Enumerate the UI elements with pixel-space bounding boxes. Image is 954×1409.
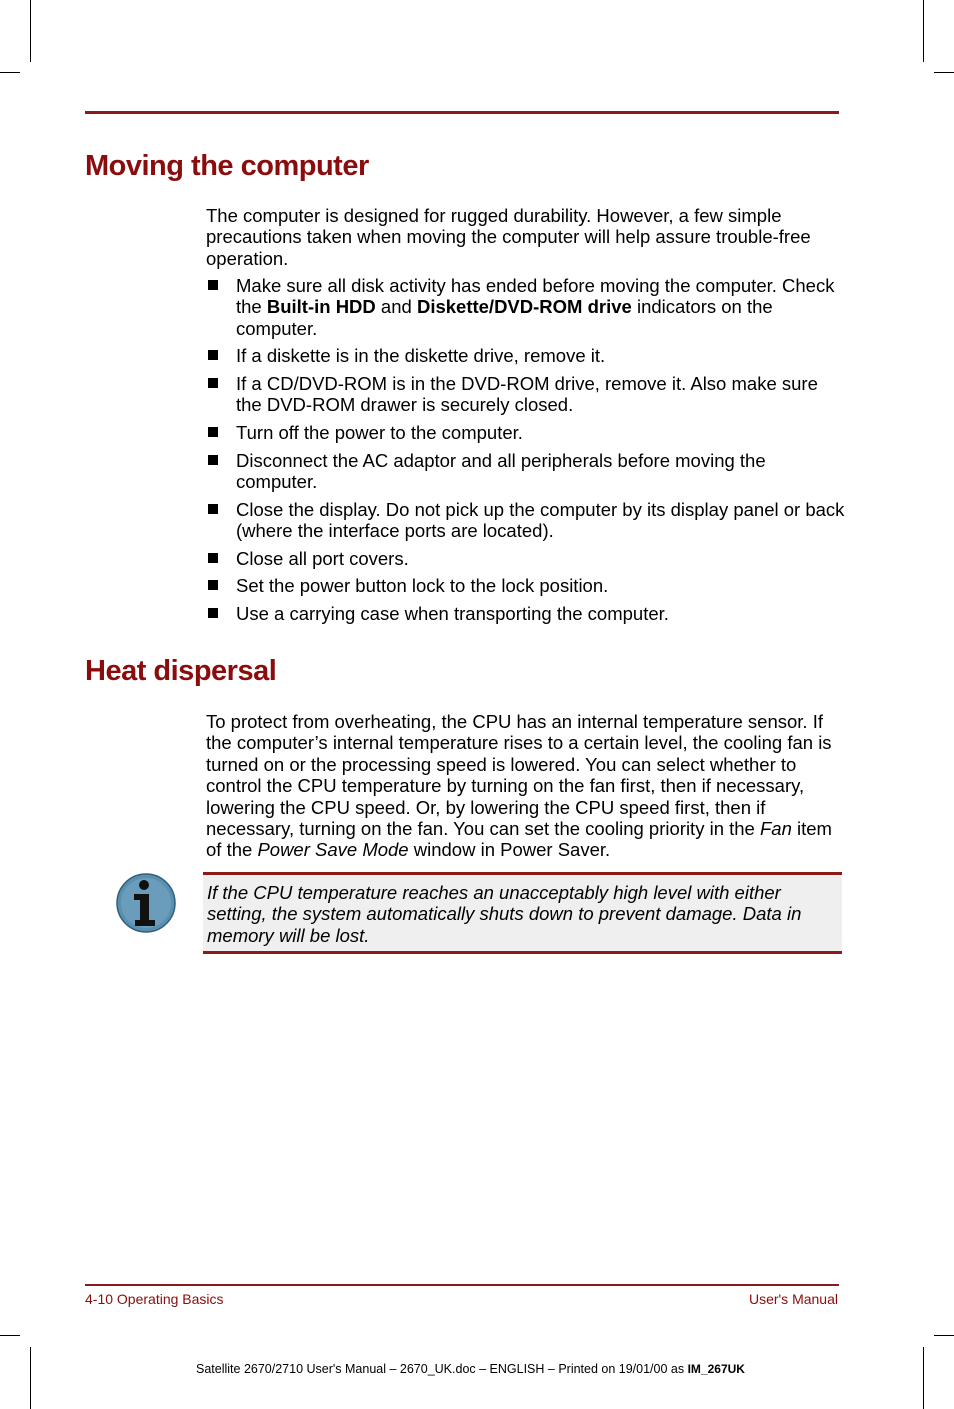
- section-title-heat: Heat dispersal: [85, 655, 277, 687]
- crop-mark: [934, 1335, 954, 1336]
- bullet-square-icon: [208, 378, 218, 388]
- list-item: Close all port covers.: [206, 548, 846, 569]
- print-info: Satellite 2670/2710 User's Manual – 2670_UK.doc – ENGLISH – Printed on 19/01/00 as IM_267UK: [196, 1362, 745, 1376]
- bullet-square-icon: [208, 553, 218, 563]
- bullet-square-icon: [208, 455, 218, 465]
- crop-mark: [30, 1347, 31, 1409]
- list-item: Turn off the power to the computer.: [206, 422, 846, 443]
- crop-mark: [923, 0, 924, 62]
- info-icon: [115, 872, 177, 934]
- section-title-moving: Moving the computer: [85, 150, 369, 182]
- bullet-square-icon: [208, 280, 218, 290]
- footer-page-label: 4-10 Operating Basics: [85, 1291, 224, 1307]
- crop-mark: [0, 1335, 20, 1336]
- indicator-name: Diskette/DVD-ROM drive: [416, 296, 632, 318]
- bullet-square-icon: [208, 350, 218, 360]
- bullet-square-icon: [208, 608, 218, 618]
- list-item: Close the display. Do not pick up the computer by its display panel or back (where the interface ports are located).: [206, 499, 846, 542]
- list-item: If a CD/DVD-ROM is in the DVD-ROM drive, remove it. Also make sure the DVD-ROM drawer is securely closed.: [206, 373, 846, 416]
- crop-mark: [0, 72, 20, 73]
- footer-rule: [85, 1284, 839, 1286]
- note-text: If the CPU temperature reaches an unacceptably high level with either setting, the system automatically shuts down to prevent damage. Data in memory will be lost.: [207, 882, 802, 946]
- bullet-square-icon: [208, 504, 218, 514]
- indicator-name: Built-in HDD: [266, 296, 376, 318]
- heat-paragraph: To protect from overheating, the CPU has an internal temperature sensor. If the computer’s internal temperature rises to a certain level, the cooling fan is turned on or the processing speed is lowered. You can select whether to control the CPU temperature by turning on the fan first, then if necessary, lowering the CPU speed. Or, by lowering the CPU speed first, then if necessary, turning on the fan. You can set the cooling priority in the Fan item of the Power Save Mode window in Power Saver.: [206, 711, 832, 861]
- crop-mark: [923, 1347, 924, 1409]
- list-item: Set the power button lock to the lock position.: [206, 575, 846, 596]
- crop-mark: [30, 0, 31, 62]
- list-item: Make sure all disk activity has ended before moving the computer. Check the Built-in HDD and Diskette/DVD-ROM drive indicators on the computer.: [206, 275, 846, 339]
- precautions-list: [206, 275, 846, 630]
- header-rule: [85, 111, 839, 114]
- footer-manual-label: User's Manual: [748, 1291, 838, 1307]
- list-item: If a diskette is in the diskette drive, remove it.: [206, 345, 846, 366]
- intro-paragraph: The computer is designed for rugged durability. However, a few simple precautions taken when moving the computer will help assure trouble-free operation.: [206, 205, 811, 269]
- crop-mark: [934, 72, 954, 73]
- list-item: Disconnect the AC adaptor and all peripherals before moving the computer.: [206, 450, 846, 493]
- note-box: [203, 872, 842, 954]
- bullet-square-icon: [208, 427, 218, 437]
- list-item: Use a carrying case when transporting the computer.: [206, 603, 846, 624]
- bullet-square-icon: [208, 580, 218, 590]
